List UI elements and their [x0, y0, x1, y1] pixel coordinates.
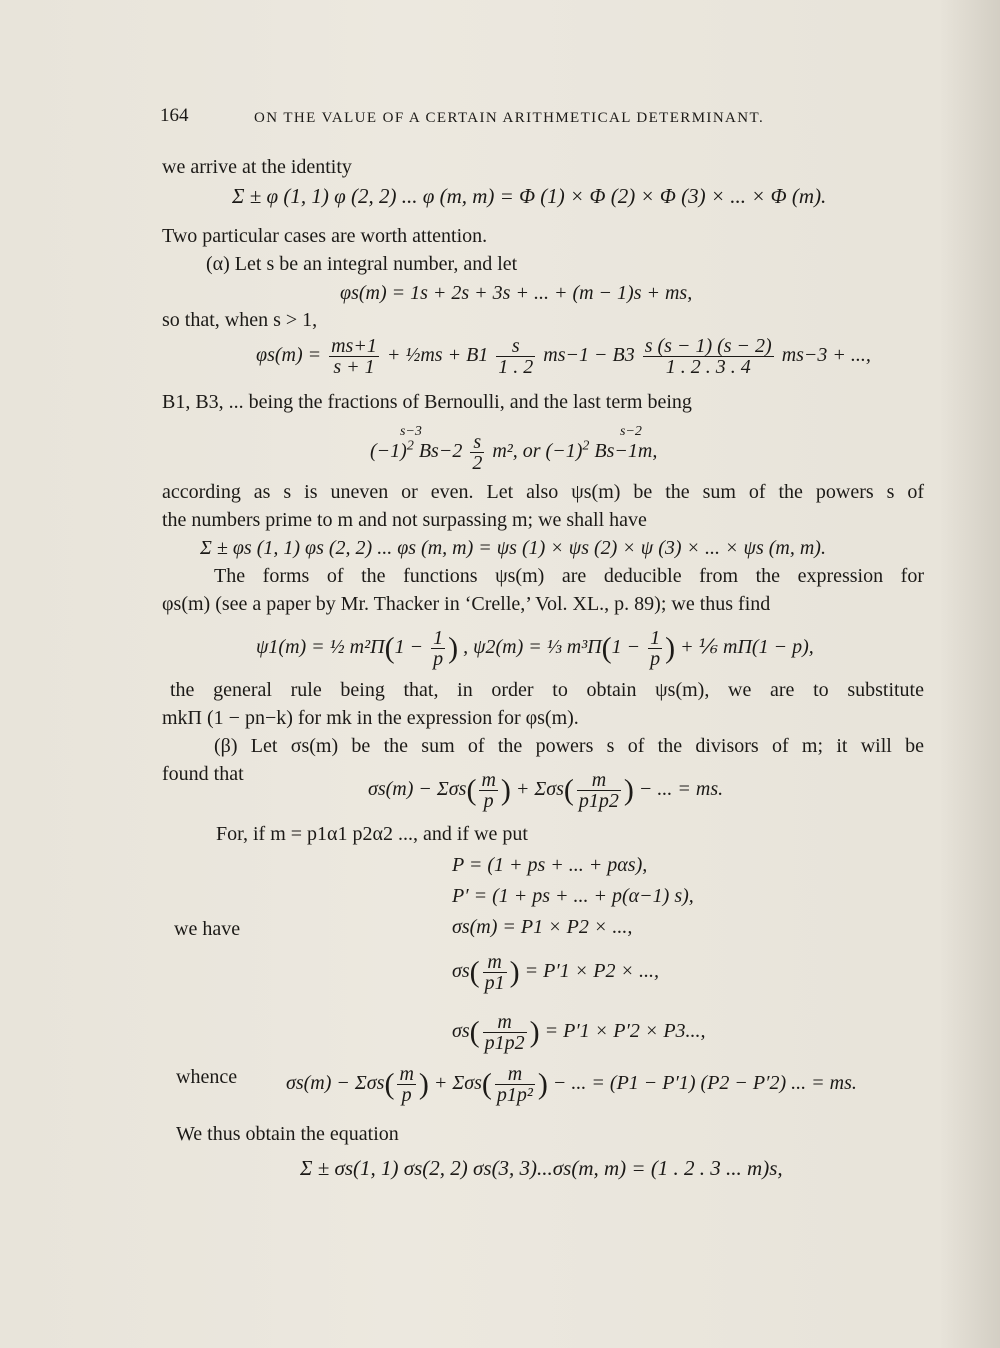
equation-sigma-identity: σs(m) − Σσs( $\frac{m}{p}$ ) + Σσs( $\frac{m}{p1p2}$ ) − ... = ms.: [368, 769, 724, 812]
page-edge-shadow: [940, 0, 1000, 1348]
text-line: we arrive at the identity: [162, 156, 352, 178]
text-line: The forms of the functions ψs(m) are deducible from the expression for: [214, 565, 924, 587]
equation-P: P = (1 + ps + ... + pαs),: [452, 854, 648, 876]
equation-final: Σ ± σs(1, 1) σs(2, 2) σs(3, 3)...σs(m, m) = (1 . 2 . 3 ... m)s,: [300, 1156, 783, 1180]
page-number: 164: [160, 105, 189, 126]
running-title: ON THE VALUE OF A CERTAIN ARITHMETICAL DETERMINANT.: [254, 110, 765, 126]
text-line: according as s is uneven or even. Let also ψs(m) be the sum of the powers s of: [162, 481, 924, 503]
text-line: whence: [176, 1066, 238, 1088]
text-line: the general rule being that, in order to obtain ψs(m), we are to substitute: [170, 679, 924, 701]
equation-sigma-m-p1: σs( $\frac{m}{p1}$ ) = P′1 × P2 × ...,: [452, 951, 659, 994]
equation-P-prime: P′ = (1 + ps + ... + p(α−1) s),: [452, 885, 694, 907]
text-line: mkΠ (1 − pn−k) for mk in the expression for φs(m).: [162, 707, 579, 729]
text-line: For, if m = p1α1 p2α2 ..., and if we put: [216, 823, 528, 845]
exponent-label: s−3: [400, 424, 422, 439]
equation-whence: σs(m) − Σσs( $\frac{m}{p}$ ) + Σσs( $\frac{m}{\text{p1p²}}$ ) − ... = (P1 − P′1) (P2 − P′2) ... = ms.: [286, 1063, 857, 1106]
equation-phi-sum: φs(m) = 1s + 2s + 3s + ... + (m − 1)s + ms,: [340, 282, 693, 304]
text-line: B1, B3, ... being the fractions of Bernoulli, and the last term being: [162, 391, 692, 413]
equation-psi-identity: Σ ± φs (1, 1) φs (2, 2) ... φs (m, m) = ψs (1) × ψs (2) × ψ (3) × ... × ψs (m, m).: [200, 537, 826, 559]
text-line: so that, when s > 1,: [162, 309, 318, 331]
equation-sigma-m-p1p2: σs( $\frac{m}{p1p2}$ ) = P′1 × P′2 × P3...,: [452, 1011, 706, 1054]
text-line: Two particular cases are worth attention.: [162, 225, 488, 247]
equation-identity: Σ ± φ (1, 1) φ (2, 2) ... φ (m, m) = Φ (1) × Φ (2) × Φ (3) × ... × Φ (m).: [232, 184, 827, 208]
equation-sigma-m: σs(m) = P1 × P2 × ...,: [452, 916, 633, 938]
equation-last-term: $(-1)^2$ Bs−2 $\frac{s}{2}$ m², or $(-1)^2$ Bs−1m,: [370, 431, 658, 474]
exponent-label: s−2: [620, 424, 642, 439]
equation-psi-forms: ψ1(m) = ½ m²Π(1 − $\frac{1}{p}$ ) , ψ2(m) = ⅓ m³Π(1 − $\frac{1}{p}$ ) + ⅙ mΠ(1 − p),: [256, 627, 814, 670]
text-line: we have: [174, 918, 241, 940]
case-alpha-intro: (α) Let s be an integral number, and let: [206, 253, 518, 275]
case-beta-intro: (β) Let σs(m) be the sum of the powers s of the divisors of m; it will be: [214, 735, 924, 757]
text-line: φs(m) (see a paper by Mr. Thacker in ‘Crelle,’ Vol. XL., p. 89); we thus find: [162, 593, 771, 615]
text-line: found that: [162, 763, 244, 785]
text-line: the numbers prime to m and not surpassing m; we shall have: [162, 509, 647, 531]
equation-phi-expansion: φs(m) = $\frac{ms+1}{s + 1}$ + ½ms + B1 $\frac{s}{1 . 2}$ ms−1 − B3 $\frac{s (s - 1) (s - 2)}{1 . 2 . 3 . 4}$ ms−3 + ...,: [256, 335, 871, 378]
text-line: We thus obtain the equation: [176, 1123, 399, 1145]
